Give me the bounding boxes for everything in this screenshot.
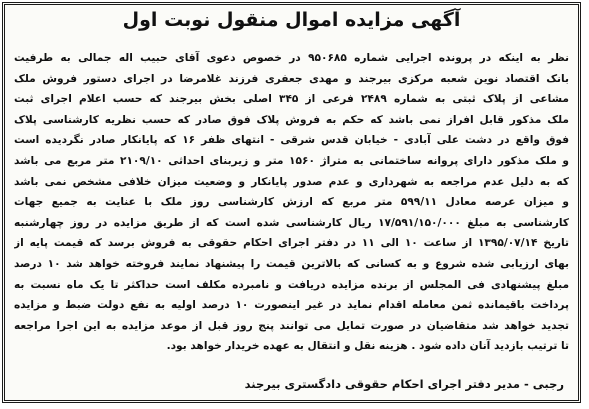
notice-line: و ملک مذکور دارای پروانه ساختمانی به متراژ ۱۵۶۰ متر و زیربنای احداثی ۲۱۰۹/۱۰ متر مربع می باشد	[14, 154, 569, 167]
notice-line: نظر به اینکه در پرونده اجرایی شماره ۹۵۰۶۸۵ در خصوص دعوی آقای حبیب اله جمالی به طرفیت	[14, 52, 569, 64]
notice-line: و میزان عرصه معادل ۵۹۹/۱۱ متر مربع که ارزش کارشناسی روز ملک با عنایت به جمیع جهات	[14, 196, 569, 209]
notice-body	[14, 48, 569, 357]
notice-line: تاریخ ۱۳۹۵/۰۷/۱۴ از ساعت ۱۰ الی ۱۱ در دفتر اجرای احکام حقوقی به فروش برسد که قیمت پایه از	[14, 237, 569, 250]
notice-line: بهای ارزیابی شده شروع و به کسانی که بالاترین قیمت را پیشنهاد نمایند فروخته خواهد شد ۱۰ درصد	[14, 257, 569, 270]
notice-line: مشاعی از پلاک ثبتی به شماره ۲۴۸۹ فرعی از ۳۴۵ اصلی بخش بیرجند که حسب اعلام اجرای ثبت	[14, 93, 569, 106]
notice-line: پرداخت باقیمانده ثمن معامله اقدام نماید در غیر اینصورت ۱۰ درصد اولیه به نفع دولت ضبط و مزایده	[14, 299, 569, 312]
notice-line: کارشناسی به مبلغ ۱۷/۵۹۱/۱۵۰/۰۰۰ ریال کارشناسی شده است که از طریق مزایده در روز چهارشنبه	[14, 216, 569, 229]
notice-line: بانک اقتصاد نوین شعبه مرکزی بیرجند و مهدی جعفری فرزند غلامرضا در اجرای دستور فروش ملک	[14, 72, 569, 85]
notice-line: که به دلیل عدم مراجعه به شهرداری و عدم صدور پایانکار و وضعیت میزان خلافی مشخص نمی باشد	[14, 175, 569, 188]
notice-line: تجدید خواهد شد متقاضیان در صورت تمایل می توانند پنج روز قبل از موعد مزایده به این اجرا مراجعه	[14, 319, 569, 332]
auction-notice	[2, 2, 581, 403]
notice-title: آگهی مزایده اموال منقول نوبت اول	[122, 9, 461, 31]
notice-line: مبلغ پیشنهادی فی المجلس از برنده مزایده دریافت و نامبرده مکلف است حداکثر تا یک ماه نسبت به	[14, 278, 569, 291]
notice-line: ملک مذکور قابل افراز نمی باشد که حکم به فروش پلاک فوق صادر که حسب نظریه کارشناسی پلاک	[14, 113, 569, 126]
notice-line: تا ترتیب بازدید آنان داده شود . هزینه نقل و انتقال به عهده خریدار خواهد بود.	[166, 340, 569, 353]
notice-line: فوق واقع در دشت علی آبادی - خیابان قدس شرقی - انتهای ظفر ۱۶ که پایانکار صادر نگردیده است	[14, 134, 569, 147]
notice-signature: رجبی - مدیر دفتر اجرای احکام حقوقی دادگستری بیرجند	[244, 377, 564, 391]
